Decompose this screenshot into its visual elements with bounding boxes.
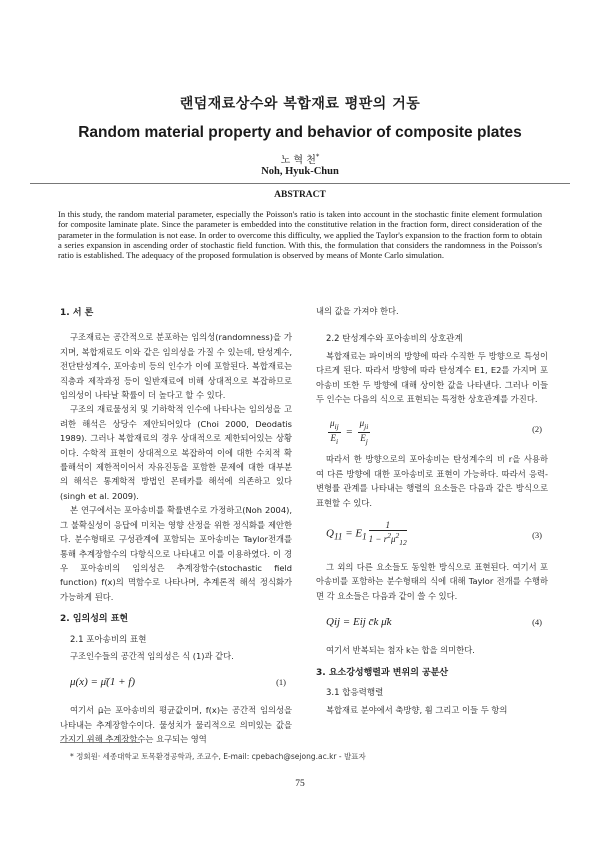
paragraph: 복합재료 분야에서 축방향, 휨 그리고 이들 두 항의	[326, 704, 508, 715]
section-heading-randomness: 2. 임의성의 표현	[60, 614, 129, 625]
author-name-korean	[0, 151, 600, 166]
equation-number: (3)	[532, 530, 542, 541]
equation-number: (2)	[532, 424, 542, 435]
paragraph: 따라서 한 방향으로의 포아송비는 탄성계수의 비 r을 사용하여 다른 방향에 대한 포아송비로 표현이 가능하다. 따라서 응력-변형률 관계를 나타내는 행렬의 요소들은 다음과 같은 방식으로 표현할 수 있다.	[316, 454, 548, 508]
equation-expression: Qij = Eij c̄k μ̄k	[326, 616, 392, 629]
subsection-heading: 2.1 포아송비의 표현	[70, 634, 147, 645]
paragraph: 복합재료는 파이버의 방향에 따라 수직한 두 방향으로 특성이 다르게 된다. 따라서 방향에 따라 탄성계수 E1, E2를 가지며 포아송비 또한 두 방향에 대해 상이한 값을 나타낸다. 그러나 이들 두 인수는 다음의 식으로 표현되는 특정한 상호관계를 가진다.	[316, 350, 548, 405]
equation-1	[60, 663, 292, 703]
paragraph: 구조재료는 공간적으로 분포하는 임의성(randomness)을 가지며, 복합재료도 이와 같은 임의성을 가질 수 있는데, 탄성계수, 전단탄성계수, 포아송비 등의 인수가 이에 포함된다. 복합재료는 직층과 제작과정 등이 일반재료에 비해 상대적으로 복잡하므로 임의성이 나타날 확률이 더 높다고 할 수 있다.	[60, 332, 292, 401]
equation-expression: $\frac{\mu_{ij}}{E_i}$ = $\frac{\mu_{ji}}{E_j}$	[330, 418, 369, 447]
abstract-body: In this study, the random material parameter, especially the Poisson's ratio is taken into account in the stochastic finite element formulation for composite laminate plate. Since the parameter is embedded into the constitutive relation in the fraction form, direct consideration of the parameter in the formulation is not ease. In order to overcome this difficulty, we applied the Taylor's expansion to the fraction form to obtain a series expansion in ascending order of stochastic field function. With this, the formulation that considers the randomness in the Poisson's ratio is established. The adequacy of the proposed formulation is observed by means of Monte Carlo simulation.	[58, 209, 542, 261]
equation-expression: $Q_{11} = E_1$ $\frac{1}{1 - r^2\mu^2_{12}}$	[326, 520, 407, 547]
page-number: 75	[295, 779, 305, 789]
left-column	[60, 306, 292, 747]
paragraph: 구조의 재료물성치 및 기하학적 인수에 나타나는 임의성을 고려한 해석은 상당수 제안되어있다 (Choi 2000, Deodatis 1989). 그러나 복합재료의 경우 상대적으로 제한되어있는 상황이다. 수학적 표현이 상대적으로 복잡하여 이에 대한 수치적 확률해석이 제한적이어서 자유진동을 포함한 문제에 대한 대부분의 해석은 통계학적 방법인 몬테카를 해석에 의존하고 있다 (singh et al. 2009).	[60, 404, 292, 501]
paragraph: 구조인수들의 공간적 임의성은 식 (1)과 같다.	[70, 650, 234, 661]
equation-expression: μ(x) = μ̄(1 + f)	[70, 676, 135, 689]
paragraph: 여기서 μ̄는 포아송비의 평균값이며, f(x)는 공간적 임의성을 나타내는 추계장함수이다. 물성치가 물리적으로 의미있는 값을 가지기 위해 추계장함수는 요구되는 영역	[60, 705, 292, 745]
equation-number: (4)	[532, 617, 542, 628]
author-name-english: Noh, Hyuk-Chun	[261, 166, 339, 177]
right-column	[316, 304, 548, 717]
paragraph: 본 연구에서는 포아송비를 확률변수로 가정하고(Noh 2004), 그 불확실성이 응답에 미치는 영향 산정을 위한 정식화를 제안한다. 분수형태로 구성관계에 포함되는 포아송비는 Taylor전개를 통해 추계장함수의 다항식으로 나타내고 이를 이용하였다. 이 경우 포아송비의 임의성은 추계장함수(stochastic field function) f(x)의 멱함수로 나타나며, 추계론적 해석 정식화가 가능하게 된다.	[60, 505, 292, 602]
footnote-affiliation: * 정회원· 세종대학교 토목환경공학과, 조교수, E-mail: cpebach@sejong.ac.kr - 발표자	[70, 752, 366, 761]
paper-title-english: Random material property and behavior of composite plates	[78, 124, 522, 141]
section-heading-stiffness: 3. 요소강성행렬과 변위의 공분산	[316, 667, 449, 678]
header-divider	[30, 183, 570, 184]
paper-title-korean: 랜덤재료상수와 복합재료 평판의 거동	[179, 96, 421, 112]
equation-2	[316, 406, 548, 452]
paragraph: 내의 값을 가져야 한다.	[316, 306, 399, 316]
author-footnote-mark: *	[315, 152, 320, 161]
section-heading-introduction: 1. 서 론	[60, 308, 94, 318]
subsection-heading: 3.1 합응력행렬	[326, 688, 384, 699]
author-name: 노 혁 천	[280, 155, 316, 166]
paragraph: 여기서 반복되는 첨자 k는 합을 의미한다.	[326, 645, 475, 656]
equation-4	[316, 603, 548, 643]
subsection-heading: 2.2 탄성계수와 포아송비의 상호관계	[326, 334, 463, 345]
abstract-heading: ABSTRACT	[274, 190, 326, 200]
footnote-divider	[60, 742, 140, 743]
equation-number: (1)	[276, 677, 286, 688]
equation-3	[316, 510, 548, 560]
paragraph: 그 외의 다른 요소들도 동일한 방식으로 표현된다. 여기서 포아송비를 포함하는 분수형태의 식에 대해 Taylor 전개를 수행하면 각 요소들은 다음과 같이 쓸 수 있다.	[316, 562, 548, 601]
